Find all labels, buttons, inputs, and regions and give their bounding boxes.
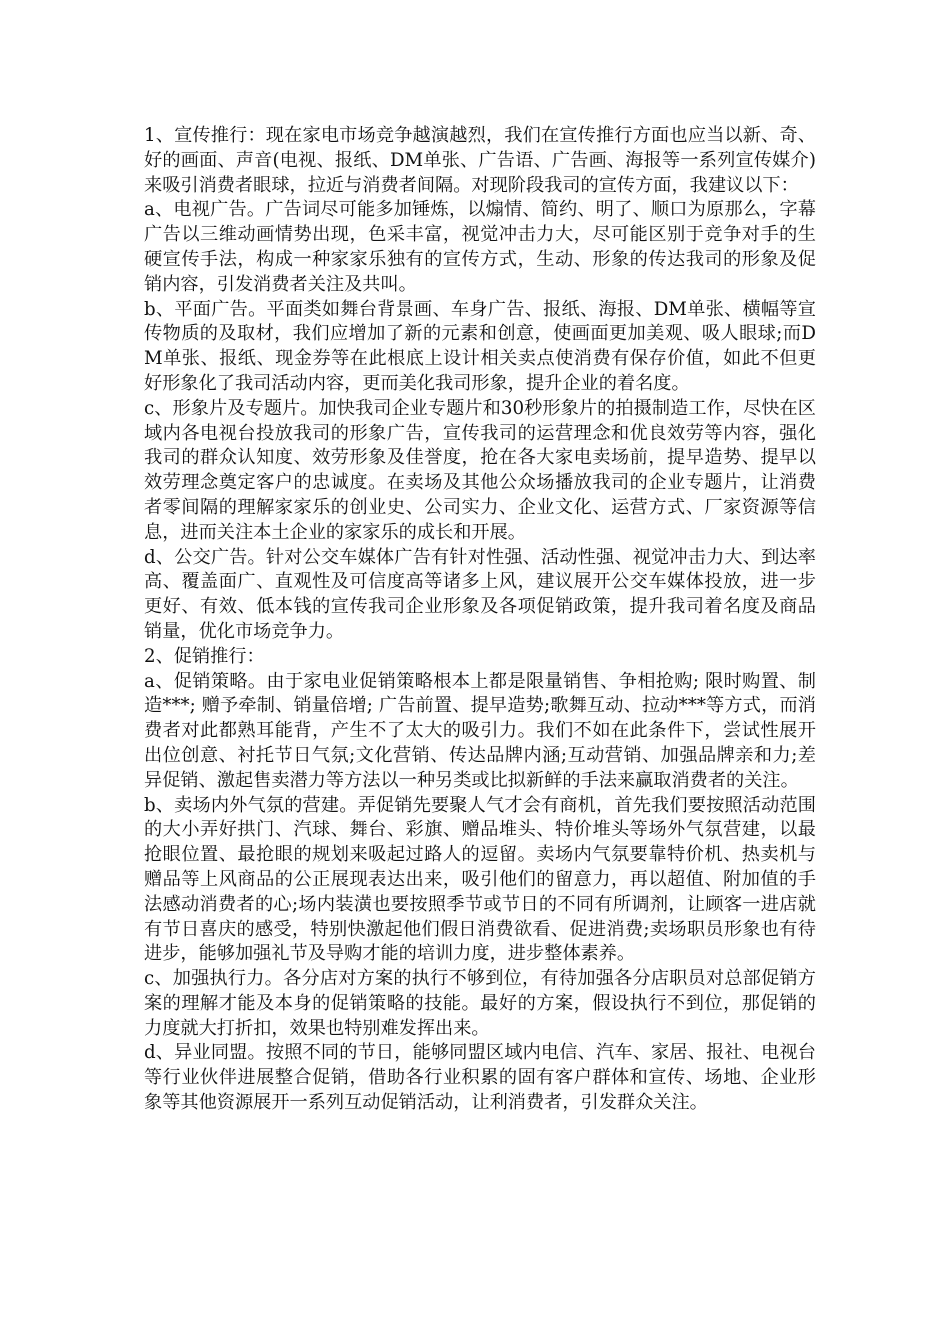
- paragraph-promotion-heading: 2、促销推行：: [144, 645, 265, 667]
- paragraph-execution: c、加强执行力。各分店对方案的执行不够到位，有待加强各分店职员对总部促销方案的理解才能及本身的促销策略的技能。最好的方案，假设执行不到位，那促销的力度就大打折扣，效果也特别难发挥出来。: [144, 968, 816, 1039]
- paragraph-image-films: c、形象片及专题片。加快我司企业专题片和30秒形象片的拍摄制造工作，尽快在区域内各电视台投放我司的形象广告，宣传我司的运营理念和优良效劳等内容，强化我司的群众认知度、效劳形象及佳誉度，抢在各大家电卖场前，提早造势、提早以效劳理念奠定客户的忠诚度。在卖场及其他公众场播放我司的企业专题片，让消费者零间隔的理解家家乐的创业史、公司实力、企业文化、运营方式、厂家资源等信息，进而关注本土企业的家家乐的成长和开展。: [144, 397, 816, 543]
- paragraph-store-atmosphere: b、卖场内外气氛的营建。弄促销先要聚人气才会有商机，首先我们要按照活动范围的大小弄好拱门、汽球、舞台、彩旗、赠品堆头、特价堆头等场外气氛营建，以最抢眼位置、最抢眼的规划来吸起过路人的逗留。卖场内气氛要靠特价机、热卖机与赠品等上风商品的公正展现表达出来，吸引他们的留意力，再以超值、附加值的手法感动消费者的心;场内装潢也要按照季节或节日的不同有所调剂，让顾客一进店就有节日喜庆的感受，特别快激起他们假日消费欲看、促进消费;卖场职员形象也有待进步，能够加强礼节及导购才能的培训力度，进步整体素养。: [144, 794, 816, 965]
- paragraph-bus-ads: d、公交广告。针对公交车媒体广告有针对性强、活动性强、视觉冲击力大、到达率高、覆盖面广、直观性及可信度高等诸多上风，建议展开公交车媒体投放，进一步更好、有效、低本钱的宣传我司企业形象及各项促销政策，提升我司着名度及商品销量，优化市场竞争力。: [144, 546, 816, 642]
- paragraph-promotion-strategy: a、促销策略。由于家电业促销策略根本上都是限量销售、争相抢购; 限时购置、制造***; 赠予牵制、销量倍增; 广告前置、提早造势;歌舞互动、拉动***等方式，而消费者对此都熟耳能背，产生不了太大的吸引力。我们不如在此条件下，尝试性展开出位创意、衬托节日气氛;文化营销、传达品牌内涵;互动营销、加强品牌亲和力;差异促销、激起售卖潜力等方法以一种另类或比拟新鲜的手法来赢取消费者的关注。: [144, 670, 816, 791]
- paragraph-tv-ads: a、电视广告。广告词尽可能多加锤炼，以煽情、简约、明了、顺口为原那么，字幕广告以三维动画情势出现，色采丰富，视觉冲击力大，尽可能区别于竞争对手的生硬宣传手法，构成一种家家乐独有的宣传方式，生动、形象的传达我司的形象及促销内容，引发消费者关注及共叫。: [144, 199, 816, 295]
- document-body: [144, 124, 816, 1116]
- paragraph-print-ads: b、平面广告。平面类如舞台背景画、车身广告、报纸、海报、DM单张、横幅等宣传物质的及取材，我们应增加了新的元素和创意，使画面更加美观、吸人眼球;而DM单张、报纸、现金券等在此根底上设计相关卖点使消费有保存价值，如此不但更好形象化了我司活动内容，更而美化我司形象，提升企业的着名度。: [144, 298, 816, 394]
- paragraph-publicity-intro: 1、宣传推行：现在家电市场竞争越演越烈，我们在宣传推行方面也应当以新、奇、好的画面、声音(电视、报纸、DM单张、广告语、广告画、海报等一系列宣传媒介)来吸引消费者眼球，拉近与消费者间隔。对现阶段我司的宣传方面，我建议以下：: [144, 125, 816, 196]
- paragraph-alliance: d、异业同盟。按照不同的节日，能够同盟区域内电信、汽车、家居、报社、电视台等行业伙伴进展整合促销，借助各行业积累的固有客户群体和宣传、场地、企业形象等其他资源展开一系列互动促销活动，让利消费者，引发群众关注。: [144, 1042, 816, 1114]
